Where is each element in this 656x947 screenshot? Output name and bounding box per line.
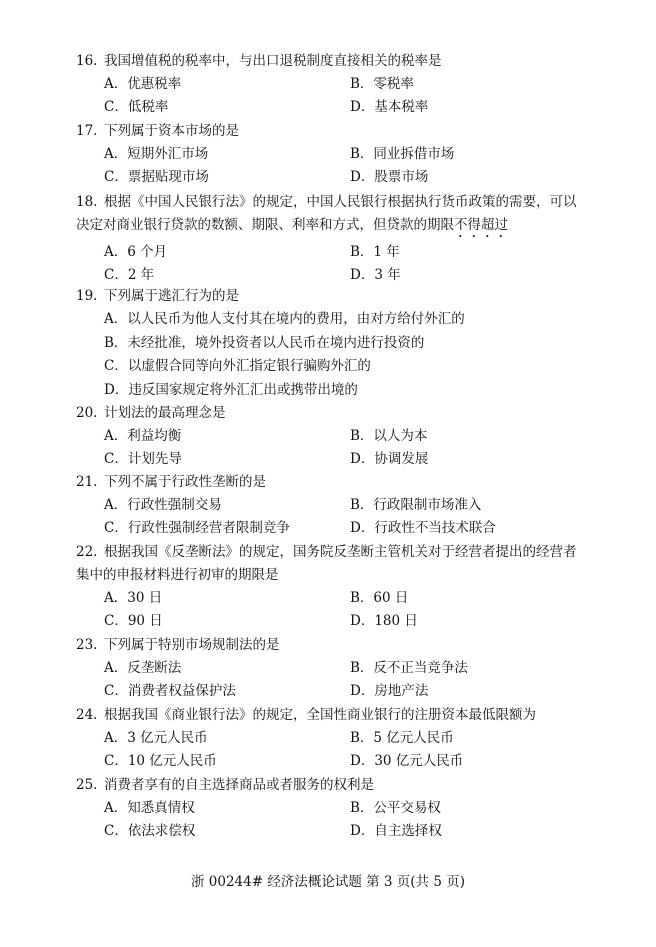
question-stem: 18. 根据《中国人民银行法》的规定，中国人民银行根据执行货币政策的需要，可以决定对商业银行贷款的数额、期限、利率和方式，但贷款的期限不得超过 — [76, 194, 577, 233]
option-c: C．票据贴现市场 — [104, 169, 209, 185]
option-b: B．60 日 — [350, 590, 409, 606]
question-16 — [76, 50, 596, 119]
option-d: D．180 日 — [350, 613, 418, 629]
page-footer: 浙 00244# 经济法概论试题 第 3 页(共 5 页) — [190, 874, 465, 890]
option-a: A．短期外汇市场 — [104, 146, 209, 162]
option-a: A．优惠税率 — [104, 76, 182, 92]
question-23 — [76, 634, 596, 703]
option-d: D．协调发展 — [350, 451, 429, 467]
question-24 — [76, 704, 596, 773]
option-d: D．股票市场 — [350, 169, 429, 185]
option-b: B．行政限制市场准入 — [350, 497, 482, 513]
question-17 — [76, 120, 596, 189]
emphasized-text: 不得超过 — [454, 217, 508, 233]
question-stem: 19. 下列属于逃汇行为的是 — [76, 288, 239, 304]
option-a: A．3 亿元人民币 — [104, 730, 208, 746]
question-stem: 20. 计划法的最高理念是 — [76, 405, 226, 421]
question-stem: 21. 下列不属于行政性垄断的是 — [76, 474, 266, 490]
option-a: A．30 日 — [104, 590, 163, 606]
option-a: A．利益均衡 — [104, 428, 182, 444]
option-d: D．房地产法 — [350, 683, 429, 699]
option-c: C．低税率 — [104, 99, 169, 115]
option-a: A．知悉真情权 — [104, 800, 195, 816]
option-d: D．3 年 — [350, 267, 401, 283]
question-stem: 16. 我国增值税的税率中，与出口退税制度直接相关的税率是 — [76, 53, 442, 69]
option-b: B．1 年 — [350, 244, 400, 260]
option-b: B．以人为本 — [350, 428, 428, 444]
option-a: A．反垄断法 — [104, 660, 182, 676]
question-22 — [76, 541, 596, 633]
option-c: C．消费者权益保护法 — [104, 683, 236, 699]
option-a: A．行政性强制交易 — [104, 497, 222, 513]
option-a: A．以人民币为他人支付其在境内的费用，由对方给付外汇的 — [104, 311, 465, 327]
question-18 — [76, 191, 596, 287]
option-b: B．公平交易权 — [350, 800, 441, 816]
option-d: D．行政性不当技术联合 — [350, 520, 496, 536]
option-c: C．行政性强制经营者限制竞争 — [104, 520, 290, 536]
option-c: C．以虚假合同等向外汇指定银行骗购外汇的 — [104, 358, 371, 374]
question-stem: 24. 根据我国《商业银行法》的规定，全国性商业银行的注册资本最低限额为 — [76, 707, 536, 723]
question-stem: 23. 下列属于特别市场规制法的是 — [76, 637, 280, 653]
option-a: A．6 个月 — [104, 244, 168, 260]
question-19 — [76, 285, 596, 402]
question-stem: 22. 根据我国《反垄断法》的规定，国务院反垄断主管机关对于经营者提出的经营者集中的申报材料进行初审的期限是 — [76, 544, 577, 583]
option-b: B．5 亿元人民币 — [350, 730, 454, 746]
question-25 — [76, 774, 596, 843]
question-21 — [76, 471, 596, 540]
question-stem: 17. 下列属于资本市场的是 — [76, 123, 239, 139]
option-c: C．依法求偿权 — [104, 823, 196, 839]
option-d: D．自主选择权 — [350, 823, 442, 839]
option-d: D．基本税率 — [350, 99, 429, 115]
option-c: C．计划先导 — [104, 451, 182, 467]
option-b: B．同业拆借市场 — [350, 146, 455, 162]
option-d: D．违反国家规定将外汇汇出或携带出境的 — [104, 381, 358, 398]
option-b: B．未经批准，境外投资者以人民币在境内进行投资的 — [104, 334, 425, 351]
question-stem: 25. 消费者享有的自主选择商品或者服务的权利是 — [76, 777, 374, 793]
option-b: B．零税率 — [350, 76, 414, 92]
option-c: C．2 年 — [104, 267, 155, 283]
option-b: B．反不正当竞争法 — [350, 660, 468, 676]
option-c: C．90 日 — [104, 613, 163, 629]
option-c: C．10 亿元人民币 — [104, 753, 217, 769]
option-d: D．30 亿元人民币 — [350, 753, 464, 769]
question-20 — [76, 402, 596, 471]
